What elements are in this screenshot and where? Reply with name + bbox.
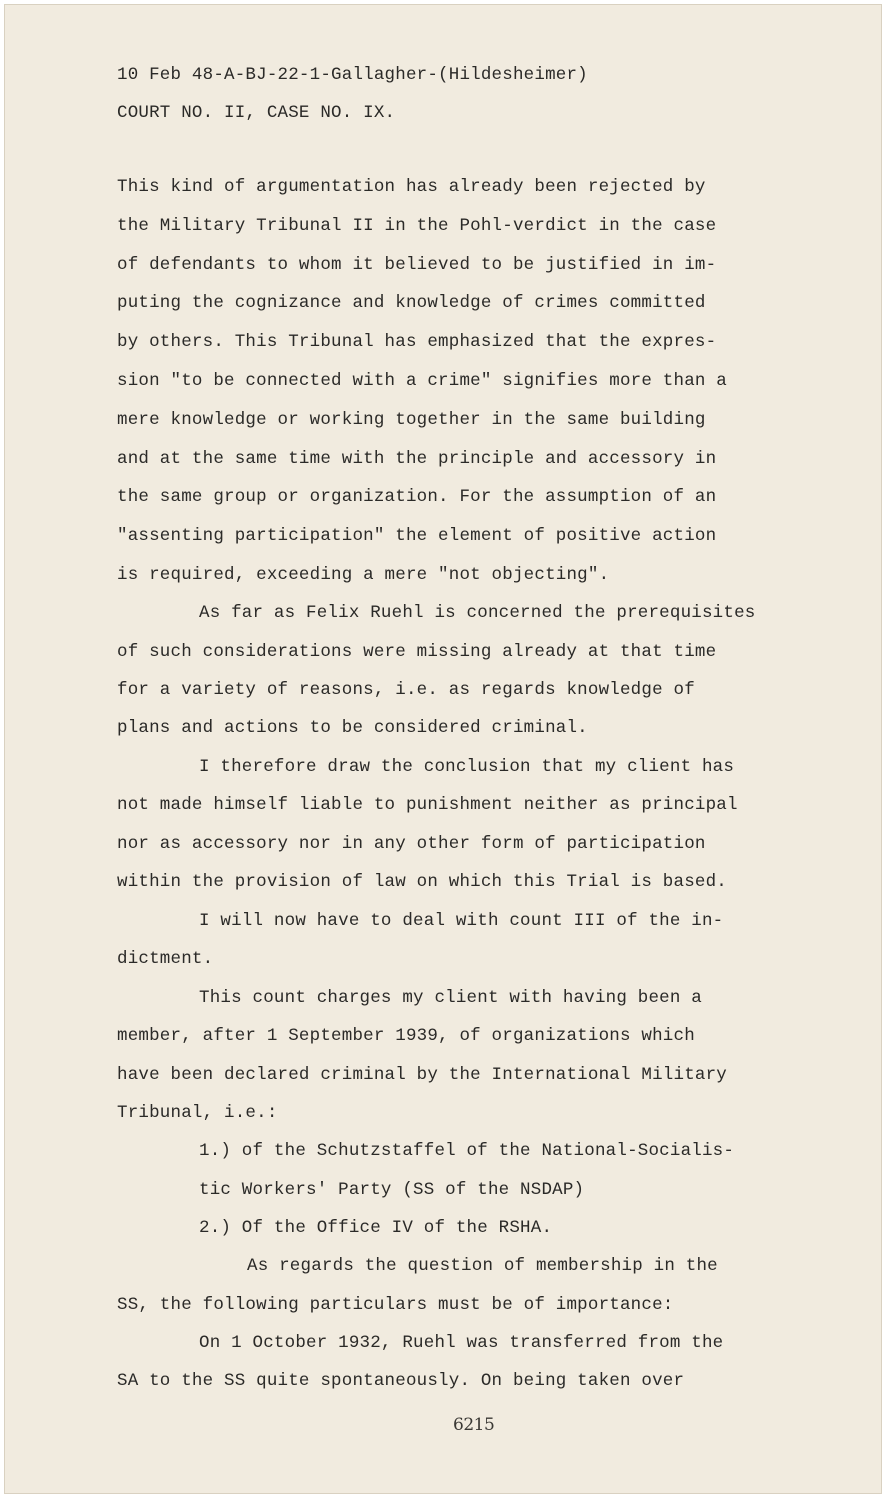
- body-line: nor as accessory nor in any other form of participation: [117, 834, 706, 854]
- body-line: of defendants to whom it believed to be justified in im-: [117, 255, 717, 275]
- body-line: the same group or organization. For the assumption of an: [117, 487, 717, 507]
- body-line: SS, the following particulars must be of importance:: [117, 1295, 674, 1315]
- body-line: puting the cognizance and knowledge of crimes committed: [117, 293, 706, 313]
- body-line: As regards the question of membership in the: [247, 1256, 718, 1276]
- body-line: SA to the SS quite spontaneously. On being taken over: [117, 1371, 685, 1391]
- body-line: dictment.: [117, 949, 214, 969]
- body-line: As far as Felix Ruehl is concerned the prerequisites: [199, 603, 756, 623]
- body-line: mere knowledge or working together in the same building: [117, 410, 706, 430]
- body-line: On 1 October 1932, Ruehl was transferred from the: [199, 1333, 724, 1353]
- body-line: I will now have to deal with count III of the in-: [199, 911, 724, 931]
- body-line: Tribunal, i.e.:: [117, 1103, 278, 1123]
- body-line: and at the same time with the principle and accessory in: [117, 449, 717, 469]
- body-line: within the provision of law on which this Trial is based.: [117, 872, 727, 892]
- list-item: tic Workers' Party (SS of the NSDAP): [199, 1180, 585, 1200]
- body-line: the Military Tribunal II in the Pohl-verdict in the case: [117, 216, 717, 236]
- body-line: for a variety of reasons, i.e. as regards knowledge of: [117, 680, 695, 700]
- body-line: is required, exceeding a mere "not objecting".: [117, 565, 610, 585]
- body-line: sion "to be connected with a crime" signifies more than a: [117, 371, 727, 391]
- body-line: of such considerations were missing already at that time: [117, 642, 717, 662]
- body-line: This count charges my client with having been a: [199, 988, 702, 1008]
- list-item: 1.) of the Schutzstaffel of the National-Socialis-: [199, 1141, 735, 1161]
- body-line: not made himself liable to punishment neither as principal: [117, 795, 738, 815]
- document-page: [4, 4, 882, 1494]
- body-line: "assenting participation" the element of positive action: [117, 526, 717, 546]
- body-line: member, after 1 September 1939, of organizations which: [117, 1026, 695, 1046]
- body-line: plans and actions to be considered criminal.: [117, 718, 588, 738]
- body-line: have been declared criminal by the International Military: [117, 1065, 727, 1085]
- header-court: COURT NO. II, CASE NO. IX.: [117, 103, 396, 123]
- body-line: I therefore draw the conclusion that my client has: [199, 757, 735, 777]
- list-item: 2.) Of the Office IV of the RSHA.: [199, 1218, 553, 1238]
- page-number: 6215: [453, 1415, 495, 1435]
- header-reference: 10 Feb 48-A-BJ-22-1-Gallagher-(Hildesheimer): [117, 65, 588, 85]
- body-line: by others. This Tribunal has emphasized that the expres-: [117, 332, 717, 352]
- body-line: This kind of argumentation has already been rejected by: [117, 177, 706, 197]
